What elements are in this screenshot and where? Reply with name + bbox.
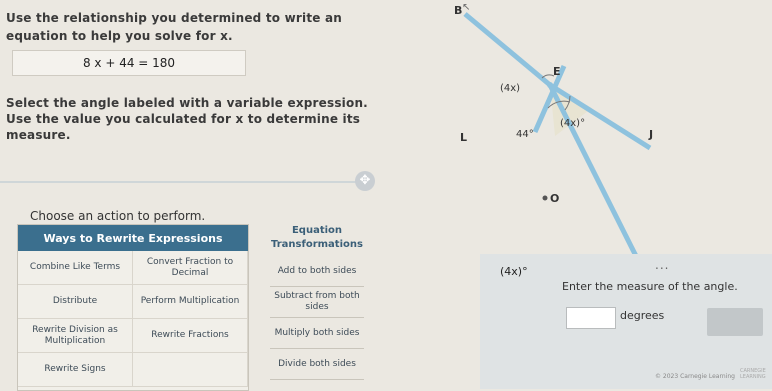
submit-button[interactable] (707, 308, 763, 336)
prompt-line-3: Select the angle labeled with a variable expression. (6, 96, 368, 110)
rewrite-signs-button[interactable]: Rewrite Signs (18, 353, 133, 387)
label-O: O (550, 192, 560, 205)
equation-text: 8 x + 44 = 180 (82, 56, 176, 70)
angle-measure-input[interactable] (566, 307, 616, 329)
label-E: E (553, 65, 561, 78)
angle-label-44: 44° (516, 129, 534, 140)
equation-display (12, 50, 246, 76)
label-J: J (649, 128, 654, 141)
label-L: L (460, 131, 468, 144)
degrees-unit-label: degrees (620, 309, 665, 322)
point-O-dot (543, 196, 548, 201)
ray-to-B (465, 14, 550, 85)
equation-transformations-panel (270, 224, 364, 389)
angle-label-4x[interactable]: (4x) (500, 83, 521, 94)
prompt-line-1: Use the relationship you determined to write an (6, 11, 343, 25)
ways-header: Ways to Rewrite Expressions (18, 225, 248, 251)
subtract-from-both-sides-button[interactable]: Subtract from both sides (270, 287, 364, 318)
angle-label-4x-degrees[interactable]: (4x)° (560, 118, 586, 129)
label-B: B (454, 4, 463, 17)
transformations-title-line-1: Equation (291, 225, 343, 236)
add-to-both-sides-button[interactable]: Add to both sides (270, 256, 364, 287)
vertex-point (547, 82, 553, 88)
transformations-title-line-2: Transformations (271, 239, 363, 250)
rewrite-fractions-button[interactable]: Rewrite Fractions (133, 319, 248, 353)
multiply-both-sides-button[interactable]: Multiply both sides (270, 318, 364, 349)
choose-action-label: Choose an action to perform. (30, 209, 206, 223)
copyright-text: © 2023 Carnegie Learning (655, 373, 735, 380)
section-divider (0, 181, 364, 183)
divide-both-sides-button[interactable]: Divide both sides (270, 349, 364, 380)
ways-to-rewrite-panel (17, 224, 249, 391)
arrow-B-icon: ↖ (462, 2, 471, 13)
perform-multiplication-button[interactable]: Perform Multiplication (133, 285, 248, 319)
empty-cell (133, 353, 248, 387)
more-options-icon[interactable]: ... (655, 258, 670, 272)
enter-measure-label: Enter the measure of the angle. (562, 280, 738, 293)
answer-expression: (4x)° (500, 265, 528, 278)
combine-like-terms-button[interactable]: Combine Like Terms (18, 251, 133, 285)
angle-diagram (380, 0, 772, 260)
move-handle-icon[interactable]: ✥ (355, 171, 375, 191)
prompt-line-4: Use the value you calculated for x to determine its (6, 112, 361, 126)
prompt-line-5: measure. (6, 128, 71, 142)
convert-fraction-to-decimal-button[interactable]: Convert Fraction to Decimal (133, 251, 248, 285)
distribute-button[interactable]: Distribute (18, 285, 133, 319)
prompt-line-2: equation to help you solve for x. (6, 29, 233, 43)
rewrite-division-as-multiplication-button[interactable]: Rewrite Division as Multiplication (18, 319, 133, 353)
carnegie-logo: CARNEGIE LEARNING (740, 368, 766, 380)
